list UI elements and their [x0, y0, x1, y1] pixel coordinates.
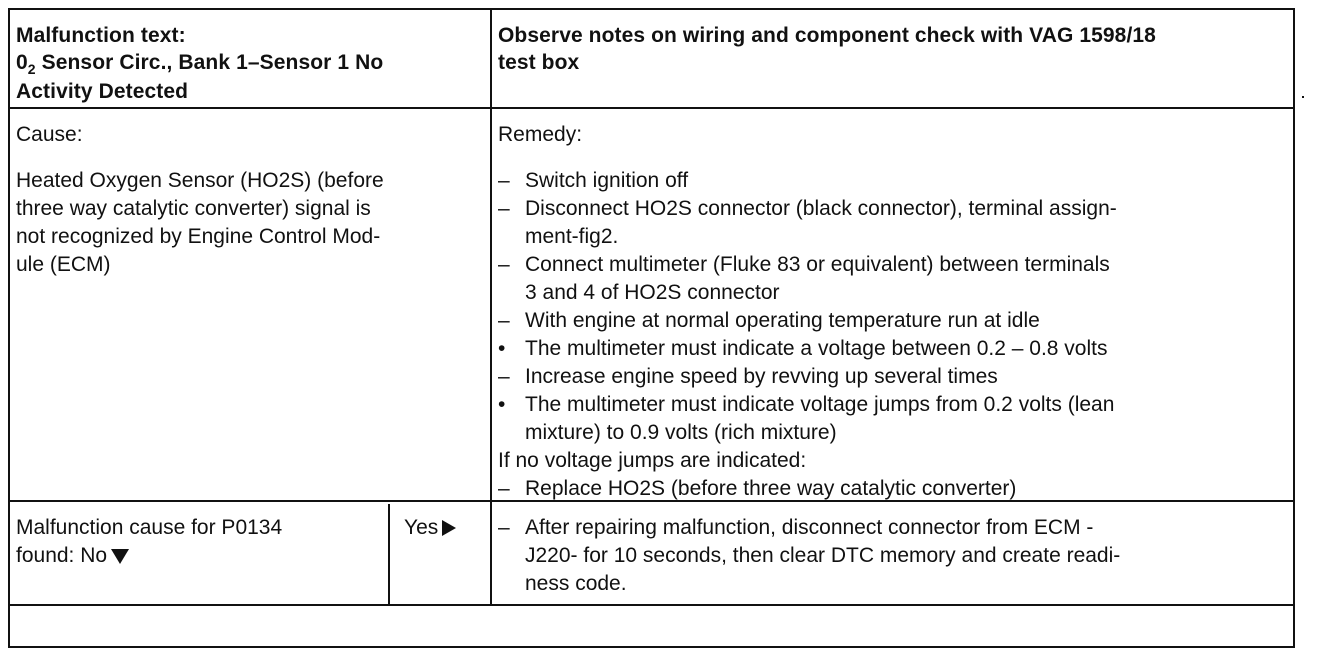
yes-column-divider: [388, 504, 390, 604]
after-line: J220- for 10 seconds, then clear DTC memory and create readi-: [525, 544, 1121, 567]
after-repair-cell: [498, 514, 1293, 598]
scan-speck: [1302, 96, 1304, 98]
sensor-subscript: 2: [27, 61, 36, 77]
yes-label: Yes: [404, 516, 439, 539]
header-divider: [10, 107, 1293, 109]
step-line: 3 and 4 of HO2S connector: [525, 281, 780, 304]
malfunction-text-cell: [16, 22, 486, 105]
bullet-marker: •: [498, 337, 506, 360]
malfunction-label: Malfunction text:: [16, 24, 186, 47]
after-repair-step: [498, 514, 1293, 598]
step-marker: –: [498, 477, 510, 500]
step-marker: –: [498, 169, 510, 192]
sensor-title-line2: Activity Detected: [16, 80, 189, 103]
diagnostic-table: [8, 8, 1295, 648]
empty-footer-row: [10, 606, 1293, 646]
bullet-marker: •: [498, 393, 506, 416]
cause-cell: [16, 121, 486, 279]
step-line: With engine at normal operating temperature run at idle: [525, 309, 1040, 332]
step-line: mixture) to 0.9 volts (rich mixture): [525, 421, 837, 444]
right-arrow-icon: [442, 520, 456, 536]
notes-line2: test box: [498, 51, 580, 74]
yes-cell: [404, 514, 488, 542]
step-marker: –: [498, 309, 510, 332]
notes-line1: Observe notes on wiring and component check with VAG 1598/18: [498, 24, 1156, 47]
sensor-rest: Sensor Circ., Bank 1–Sensor 1 No: [35, 51, 384, 74]
step-line: The multimeter must indicate a voltage between 0.2 – 0.8 volts: [525, 337, 1108, 360]
step-line: Replace HO2S (before three way catalytic converter): [525, 477, 1017, 500]
notes-cell: [498, 22, 1293, 76]
cause-line: three way catalytic converter) signal is: [16, 197, 371, 220]
after-line: ness code.: [525, 572, 627, 595]
cause-line: ule (ECM): [16, 253, 111, 276]
remedy-step: [498, 195, 1293, 251]
found-line2: [16, 542, 384, 570]
remedy-final-step: [498, 475, 1293, 503]
found-line1: Malfunction cause for P0134: [16, 516, 283, 539]
step-line: Connect multimeter (Fluke 83 or equivalent) between terminals: [525, 253, 1110, 276]
column-divider: [490, 10, 492, 604]
remedy-step: [498, 251, 1293, 307]
found-cell: [16, 514, 384, 570]
remedy-check: [498, 391, 1293, 447]
no-jumps-text: If no voltage jumps are indicated:: [498, 449, 807, 472]
step-marker: –: [498, 516, 510, 539]
found-no-label: found: No: [16, 544, 108, 567]
step-marker: –: [498, 253, 510, 276]
step-marker: –: [498, 197, 510, 220]
after-line: After repairing malfunction, disconnect connector from ECM -: [525, 516, 1094, 539]
remedy-check: [498, 335, 1293, 363]
step-line: The multimeter must indicate voltage jumps from 0.2 volts (lean: [525, 393, 1115, 416]
remedy-cell: [498, 121, 1293, 503]
cause-line: Heated Oxygen Sensor (HO2S) (before: [16, 169, 384, 192]
remedy-step: [498, 363, 1293, 391]
remedy-step: [498, 307, 1293, 335]
sensor-prefix: 0: [16, 51, 28, 74]
step-line: ment-fig2.: [525, 225, 619, 248]
remedy-step: [498, 167, 1293, 195]
step-line: Switch ignition off: [525, 169, 689, 192]
down-arrow-icon: [111, 549, 129, 564]
step-line: Disconnect HO2S connector (black connector), terminal assign-: [525, 197, 1117, 220]
cause-label: Cause:: [16, 123, 83, 146]
remedy-label: Remedy:: [498, 123, 583, 146]
cause-line: not recognized by Engine Control Mod-: [16, 225, 381, 248]
step-line: Increase engine speed by revving up several times: [525, 365, 998, 388]
step-marker: –: [498, 365, 510, 388]
sensor-title: [16, 49, 486, 78]
